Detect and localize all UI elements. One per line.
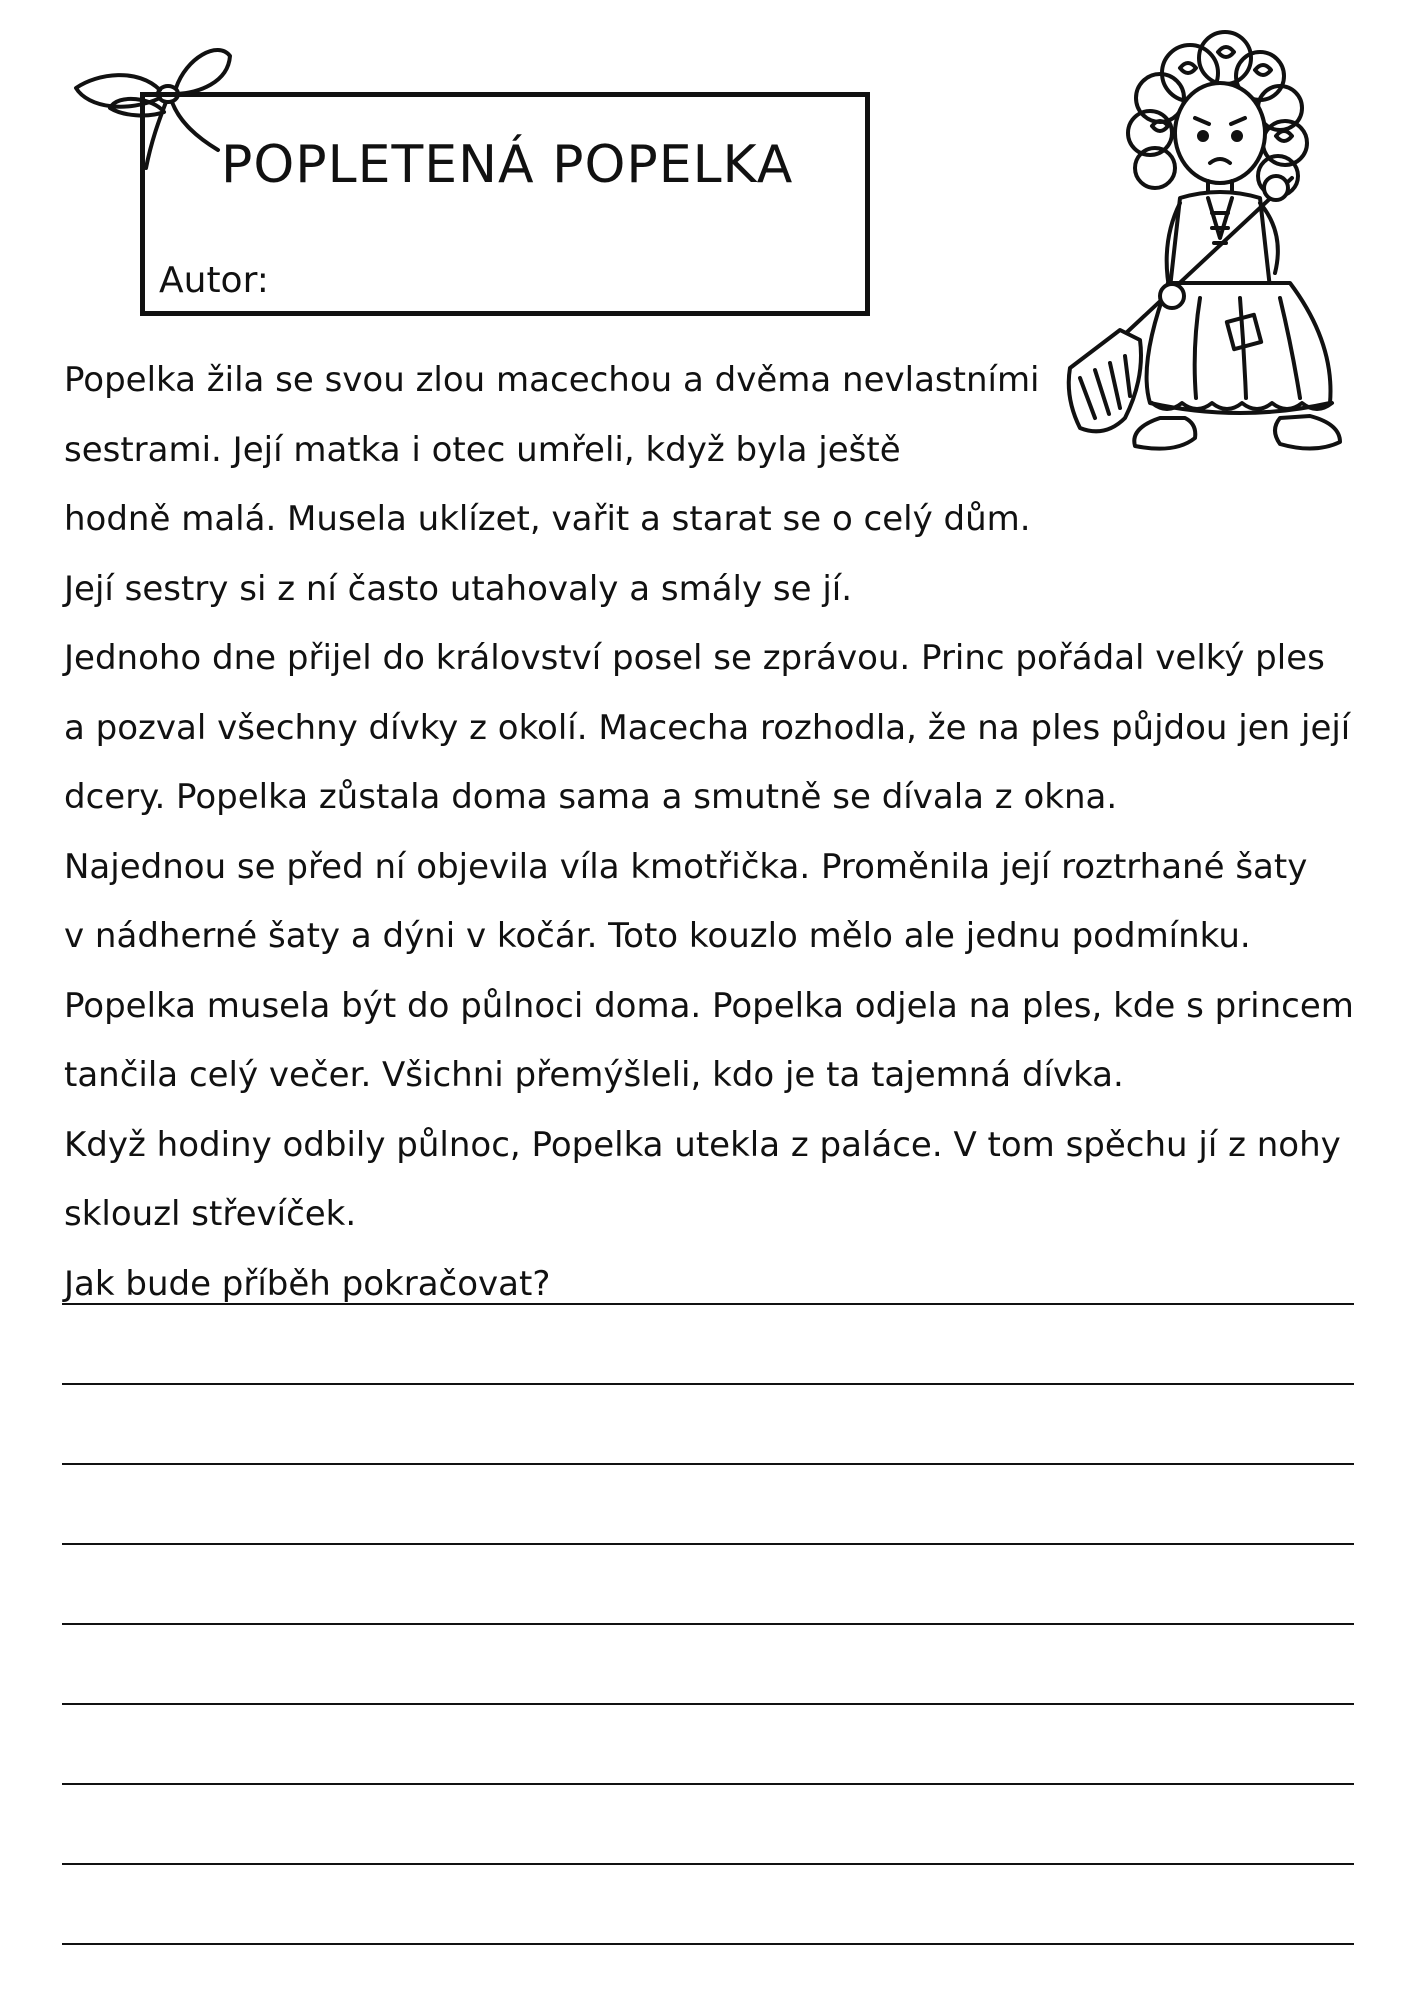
writing-line[interactable] xyxy=(62,1703,1354,1705)
story-line: Najednou se před ní objevila víla kmotřička. Proměnila její roztrhané šaty xyxy=(64,846,1308,887)
story-line: Když hodiny odbily půlnoc, Popelka utekla z paláce. V tom spěchu jí z nohy xyxy=(64,1124,1341,1165)
writing-line[interactable] xyxy=(62,1783,1354,1785)
story-line: sklouzl střevíček. xyxy=(64,1194,357,1234)
story-line: sestrami. Její matka i otec umřeli, když byla ještě xyxy=(64,429,901,470)
writing-line[interactable] xyxy=(62,1303,1354,1305)
writing-line[interactable] xyxy=(62,1863,1354,1865)
story-line: hodně malá. Musela uklízet, vařit a starat se o celý dům. xyxy=(64,499,1031,539)
story-line: v nádherné šaty a dýni v kočár. Toto kouzlo mělo ale jednu podmínku. xyxy=(64,916,1251,956)
writing-line[interactable] xyxy=(62,1383,1354,1385)
story-question: Jak bude příběh pokračovat? xyxy=(64,1263,551,1304)
story-text xyxy=(64,346,1364,1319)
writing-line[interactable] xyxy=(62,1463,1354,1465)
author-label: Autor: xyxy=(159,260,269,301)
title-box xyxy=(140,92,870,316)
story-line: Jednoho dne přijel do království posel se zprávou. Princ pořádal velký ples xyxy=(64,638,1325,678)
story-line: Její sestry si z ní často utahovaly a smály se jí. xyxy=(64,568,853,609)
story-line: tančila celý večer. Všichni přemýšleli, kdo je ta tajemná dívka. xyxy=(64,1055,1124,1095)
writing-line[interactable] xyxy=(62,1543,1354,1545)
page-title: POPLETENÁ POPELKA xyxy=(221,135,794,195)
writing-line[interactable] xyxy=(62,1623,1354,1625)
story-line: Popelka žila se svou zlou macechou a dvěma nevlastními xyxy=(64,360,1040,400)
story-line: Popelka musela být do půlnoci doma. Popelka odjela na ples, kde s princem xyxy=(64,985,1354,1026)
story-line: dcery. Popelka zůstala doma sama a smutně se dívala z okna. xyxy=(64,777,1118,817)
story-line: a pozval všechny dívky z okolí. Macecha rozhodla, že na ples půjdou jen její xyxy=(64,707,1351,748)
writing-line[interactable] xyxy=(62,1943,1354,1945)
